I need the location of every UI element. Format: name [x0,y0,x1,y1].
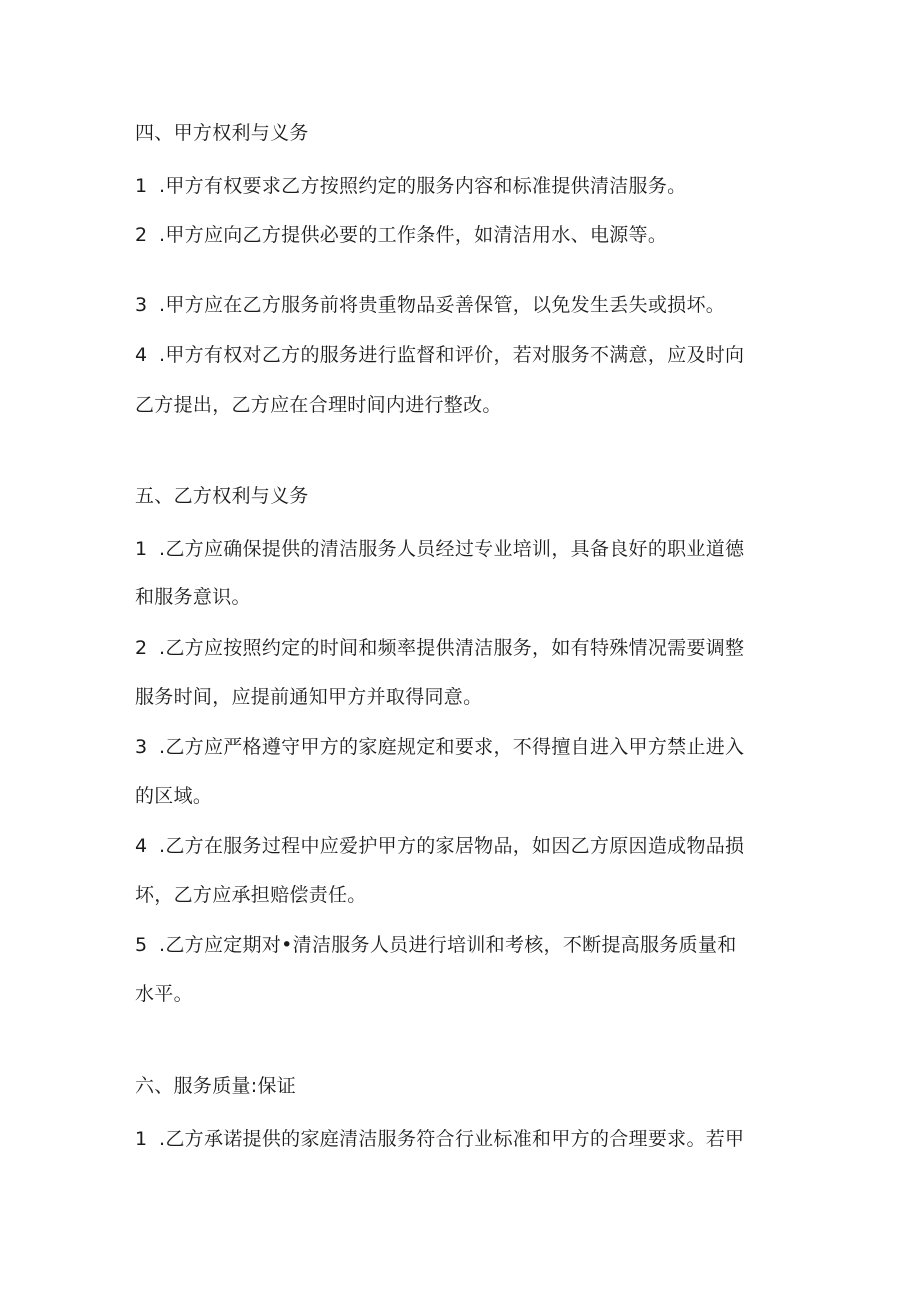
item-text: .甲方应向乙方提供必要的工作条件，如清洁用水、电源等。 [159,224,668,246]
list-item [135,342,744,368]
list-item [135,292,725,318]
item-number: 3 [135,736,148,758]
section-heading-6: 六、服务质量:保证 [135,1075,297,1097]
list-item-continuation: 乙方提出，乙方应在合理时间内进行整改。 [135,394,502,416]
item-text: .甲方有权要求乙方按照约定的服务内容和标准提供清洁服务。 [159,175,687,197]
item-number: 1 [135,1128,148,1150]
item-text: .乙方应定期对•清洁服务人员进行培训和考核，不断提高服务质量和 [159,934,737,956]
item-text: .甲方应在乙方服务前将贵重物品妥善保管，以免发生丢失或损坏。 [159,294,726,316]
item-number: 1 [135,175,148,197]
item-number: 2 [135,637,148,659]
list-item-continuation: 坏，乙方应承担赔偿责任。 [135,884,367,906]
list-item-continuation: 和服务意识。 [135,586,251,608]
list-item [135,635,744,661]
item-text: .乙方应按照约定的时间和频率提供清洁服务，如有特殊情况需要调整 [159,637,745,659]
list-item [135,1126,744,1152]
item-text: .乙方应严格遵守甲方的家庭规定和要求，不得擅自进入甲方禁止进入 [159,736,745,758]
item-number: 4 [135,835,148,857]
list-item [135,734,744,760]
list-item [135,833,744,859]
item-number: 1 [135,538,148,560]
list-item [135,222,667,248]
item-text: .乙方承诺提供的家庭清洁服务符合行业标准和甲方的合理要求。若甲 [159,1128,745,1150]
item-text: .乙方应确保提供的清洁服务人员经过专业培训，具备良好的职业道德 [159,538,745,560]
list-item [135,536,744,562]
list-item [135,173,686,199]
item-text: .乙方在服务过程中应爱护甲方的家居物品，如因乙方原因造成物品损 [159,835,745,857]
list-item-continuation: 水平。 [135,983,193,1005]
item-number: 3 [135,294,148,316]
item-number: 5 [135,934,148,956]
section-heading-4: 四、甲方权利与义务 [135,122,309,144]
list-item-continuation: 的区域。 [135,785,213,807]
section-heading-5: 五、乙方权利与义务 [135,485,309,507]
item-number: 2 [135,224,148,246]
item-number: 4 [135,344,148,366]
list-item [135,932,737,958]
item-text: .甲方有权对乙方的服务进行监督和评价，若对服务不满意，应及时向 [159,344,745,366]
list-item-continuation: 服务时间，应提前通知甲方并取得同意。 [135,686,483,708]
